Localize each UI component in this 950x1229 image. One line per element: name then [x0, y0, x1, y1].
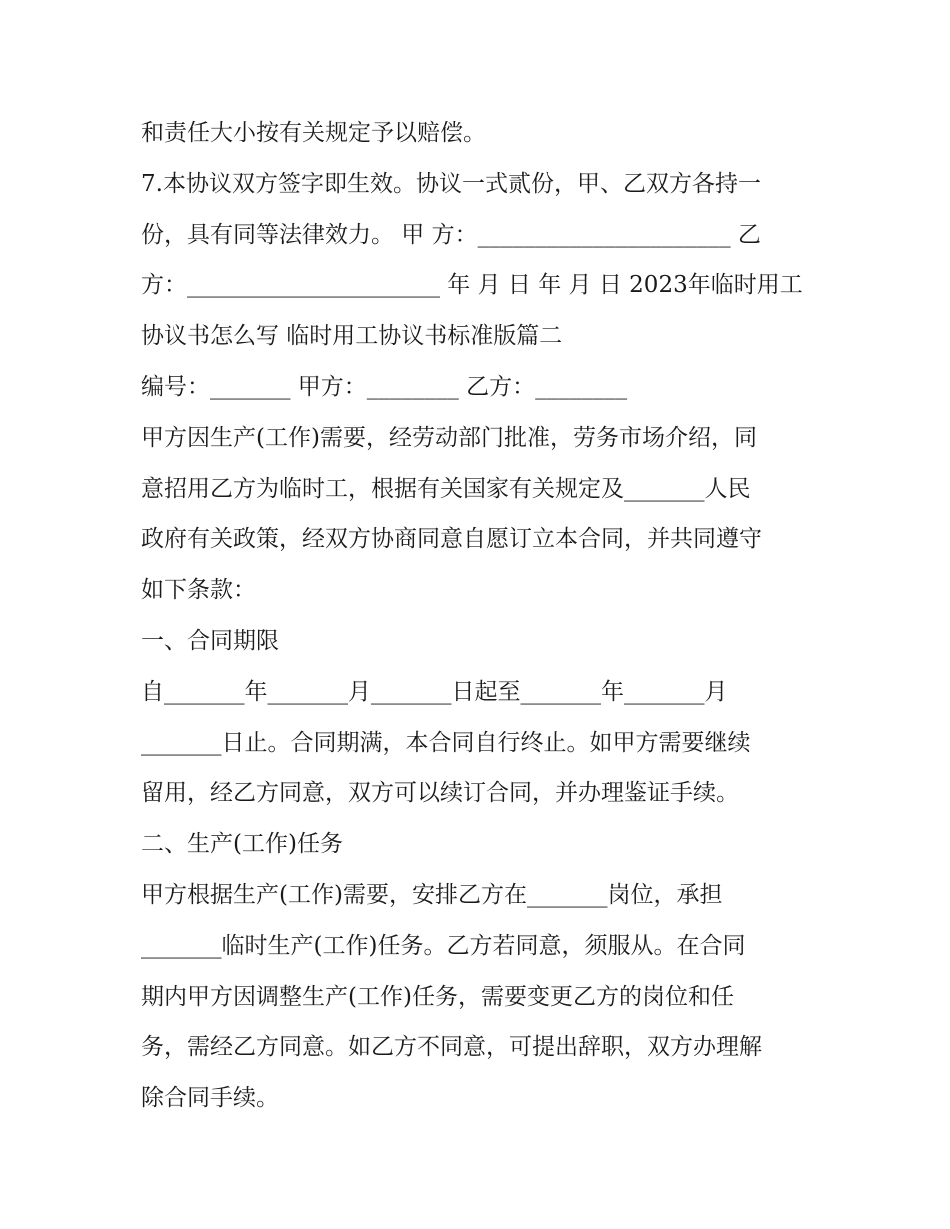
text-line: 如下条款： [141, 577, 256, 604]
text-line: 编号：_______ 甲方：________ 乙方：________ [141, 373, 628, 400]
text-line: 除合同手续。 [141, 1085, 279, 1112]
text-line: 方：______________________ 年 月 日 年 月 日 2023年临时用工 [141, 272, 803, 299]
text-line: 协议书怎么写 临时用工协议书标准版篇二 [141, 323, 563, 350]
text-line: 甲方因生产(工作)需要，经劳动部门批准，劳务市场介绍，同 [141, 424, 757, 451]
text-line: 务，需经乙方同意。如乙方不同意，可提出辞职，双方办理解 [141, 1034, 762, 1061]
text-line: 和责任大小按有关规定予以赔偿。 [141, 120, 486, 146]
text-line: 期内甲方因调整生产(工作)任务，需要变更乙方的岗位和任 [141, 983, 734, 1010]
text-line: _______日止。合同期满，本合同自行终止。如甲方需要继续 [141, 729, 751, 756]
text-line: 份，具有同等法律效力。 甲 方：______________________ 乙 [141, 221, 761, 248]
text-line: 留用，经乙方同意，双方可以续订合同，并办理鉴证手续。 [141, 780, 739, 807]
document-body [141, 108, 821, 1124]
text-line: 政府有关政策，经双方协商同意自愿订立本合同，并共同遵守 [141, 526, 762, 553]
text-line: _______临时生产(工作)任务。乙方若同意，须服从。在合同 [141, 932, 746, 959]
section-heading: 一、合同期限 [141, 627, 279, 654]
text-line: 自_______年_______月_______日起至_______年_______月 [141, 678, 728, 705]
text-line: 意招用乙方为临时工，根据有关国家有关规定及_______人民 [141, 475, 751, 502]
text-line: 甲方根据生产(工作)需要，安排乙方在_______岗位，承担 [141, 881, 723, 908]
text-line: 7.本协议双方签字即生效。协议一式贰份，甲、乙双方各持一 [141, 170, 761, 197]
section-heading: 二、生产(工作)任务 [141, 831, 343, 858]
